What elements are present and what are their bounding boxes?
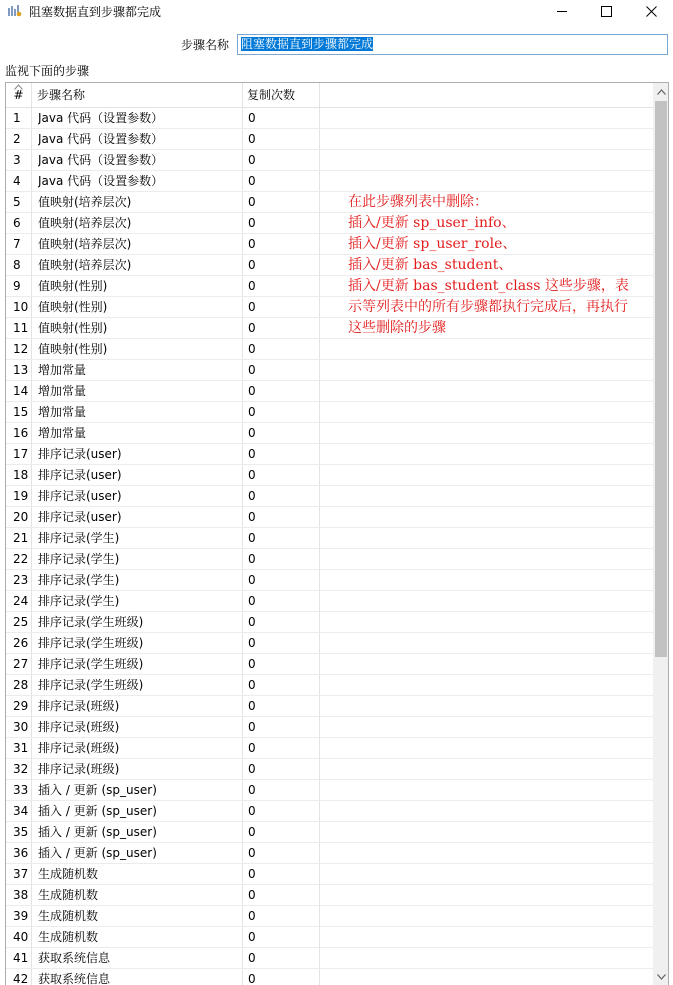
row-number-cell[interactable]: 2 [13,132,21,146]
copies-cell[interactable]: 0 [248,888,256,902]
table-row[interactable] [6,108,653,129]
table-row[interactable] [6,843,653,864]
step-name-cell[interactable]: 值映射(培养层次) [38,195,132,209]
copies-cell[interactable]: 0 [248,489,256,503]
copies-cell[interactable]: 0 [248,132,256,146]
step-name-cell[interactable]: 获取系统信息 [38,972,111,985]
row-number-cell[interactable]: 22 [13,552,29,566]
step-name-cell[interactable]: 排序记录(学生) [38,594,120,608]
table-row[interactable] [6,780,653,801]
table-row[interactable] [6,150,653,171]
row-number-cell[interactable]: 25 [13,615,29,629]
copies-cell[interactable]: 0 [248,678,256,692]
row-number-cell[interactable]: 7 [13,237,21,251]
table-row[interactable] [6,738,653,759]
step-name-cell[interactable]: 排序记录(学生) [38,552,120,566]
row-number-cell[interactable]: 19 [13,489,29,503]
row-number-cell[interactable]: 39 [13,909,29,923]
table-row[interactable] [6,486,653,507]
row-number-cell[interactable]: 9 [13,279,21,293]
row-number-cell[interactable]: 36 [13,846,29,860]
step-name-cell[interactable]: 生成随机数 [38,930,99,944]
copies-cell[interactable]: 0 [248,174,256,188]
copies-cell[interactable]: 0 [248,384,256,398]
row-number-cell[interactable]: 30 [13,720,29,734]
step-name-cell[interactable]: 排序记录(学生班级) [38,678,144,692]
table-row[interactable] [6,339,653,360]
copies-cell[interactable]: 0 [248,531,256,545]
table-row[interactable] [6,654,653,675]
row-number-cell[interactable]: 37 [13,867,29,881]
step-name-cell[interactable]: 排序记录(user) [38,489,122,503]
table-row[interactable] [6,948,653,969]
row-number-cell[interactable]: 33 [13,783,29,797]
row-number-cell[interactable]: 15 [13,405,29,419]
copies-cell[interactable]: 0 [248,930,256,944]
copies-cell[interactable]: 0 [248,783,256,797]
step-name-cell[interactable]: 排序记录(学生班级) [38,636,144,650]
copies-cell[interactable]: 0 [248,720,256,734]
step-name-label: 步骤名称 [181,38,230,52]
table-row[interactable] [6,171,653,192]
table-row[interactable] [6,612,653,633]
row-number-cell[interactable]: 20 [13,510,29,524]
step-name-cell[interactable]: 值映射(培养层次) [38,258,132,272]
table-row[interactable] [6,465,653,486]
copies-cell[interactable]: 0 [248,762,256,776]
copies-cell[interactable]: 0 [248,657,256,671]
annotation-line: 插入/更新 bas_student_class 这些步骤，表 [348,278,629,294]
annotation-line: 示等列表中的所有步骤都执行完成后，再执行 [348,299,628,315]
table-row[interactable] [6,906,653,927]
copies-cell[interactable]: 0 [248,951,256,965]
minimize-button[interactable] [540,0,584,22]
sort-ascending-icon [14,84,23,90]
row-number-cell[interactable]: 12 [13,342,29,356]
close-button[interactable] [629,0,673,22]
copies-cell[interactable]: 0 [248,867,256,881]
annotation-line: 在此步骤列表中删除： [348,194,488,210]
row-number-cell[interactable]: 8 [13,258,21,272]
table-row[interactable] [6,675,653,696]
copies-cell[interactable]: 0 [248,447,256,461]
table-row[interactable] [6,969,653,985]
copies-cell[interactable]: 0 [248,825,256,839]
row-number-cell[interactable]: 24 [13,594,29,608]
annotation-line: 这些删除的步骤 [348,320,446,336]
table-row[interactable] [6,423,653,444]
column-header-num[interactable]: # [6,83,31,107]
step-name-cell[interactable]: 排序记录(班级) [38,741,120,755]
copies-cell[interactable]: 0 [248,405,256,419]
row-number-cell[interactable]: 11 [13,321,29,335]
step-name-cell[interactable]: Java 代码（设置参数） [38,111,164,125]
table-row[interactable] [6,759,653,780]
table-row[interactable] [6,801,653,822]
row-number-cell[interactable]: 38 [13,888,29,902]
row-number-cell[interactable]: 28 [13,678,29,692]
table-row[interactable] [6,402,653,423]
minimize-icon [557,6,567,16]
copies-cell[interactable]: 0 [248,321,256,335]
copies-cell[interactable]: 0 [248,699,256,713]
copies-cell[interactable]: 0 [248,363,256,377]
step-name-cell[interactable]: 插入 / 更新 (sp_user) [38,825,157,839]
table-row[interactable] [6,822,653,843]
table-row[interactable] [6,633,653,654]
step-name-cell[interactable]: 插入 / 更新 (sp_user) [38,804,157,818]
copies-cell[interactable]: 0 [248,237,256,251]
copies-cell[interactable]: 0 [248,636,256,650]
step-name-cell[interactable]: 排序记录(学生) [38,531,120,545]
step-name-cell[interactable]: 值映射(性别) [38,342,108,356]
close-icon [646,6,657,17]
copies-cell[interactable]: 0 [248,741,256,755]
chevron-up-icon [657,89,666,95]
step-name-cell[interactable]: 排序记录(学生班级) [38,615,144,629]
pentaho-step-icon [7,3,22,18]
row-number-cell[interactable]: 23 [13,573,29,587]
step-name-cell[interactable]: 值映射(培养层次) [38,216,132,230]
maximize-icon [601,6,612,17]
copies-cell[interactable]: 0 [248,510,256,524]
copies-cell[interactable]: 0 [248,342,256,356]
step-name-value: 阻塞数据直到步骤都完成 [241,37,374,51]
table-row[interactable] [6,360,653,381]
step-name-cell[interactable]: 生成随机数 [38,909,99,923]
scroll-down-button[interactable] [653,968,669,985]
annotation-line: 插入/更新 sp_user_role、 [348,236,517,252]
row-number-cell[interactable]: 5 [13,195,21,209]
annotation-note [348,192,673,339]
step-name-cell[interactable]: 生成随机数 [38,867,99,881]
step-name-cell[interactable]: 插入 / 更新 (sp_user) [38,783,157,797]
step-name-cell[interactable]: 增加常量 [38,405,87,419]
row-number-cell[interactable]: 29 [13,699,29,713]
step-name-cell[interactable]: 生成随机数 [38,888,99,902]
table-row[interactable] [6,885,653,906]
copies-cell[interactable]: 0 [248,153,256,167]
window-title: 阻塞数据直到步骤都完成 [29,5,162,19]
row-number-cell[interactable]: 27 [13,657,29,671]
table-row[interactable] [6,549,653,570]
row-number-cell[interactable]: 17 [13,447,29,461]
table-row[interactable] [6,129,653,150]
title-bar [0,0,673,22]
step-name-cell[interactable]: 值映射(性别) [38,279,108,293]
step-name-cell[interactable]: 排序记录(user) [38,468,122,482]
copies-cell[interactable]: 0 [248,846,256,860]
copies-cell[interactable]: 0 [248,804,256,818]
scrollbar-thumb[interactable] [655,101,667,657]
copies-cell[interactable]: 0 [248,552,256,566]
row-number-cell[interactable]: 16 [13,426,29,440]
table-row[interactable] [6,696,653,717]
maximize-button[interactable] [584,0,628,22]
step-name-cell[interactable]: 排序记录(班级) [38,699,120,713]
step-name-cell[interactable]: 排序记录(班级) [38,720,120,734]
table-row[interactable] [6,381,653,402]
row-number-cell[interactable]: 6 [13,216,21,230]
copies-cell[interactable]: 0 [248,195,256,209]
copies-cell[interactable]: 0 [248,468,256,482]
step-name-cell[interactable]: 排序记录(user) [38,447,122,461]
step-name-cell[interactable]: 插入 / 更新 (sp_user) [38,846,157,860]
step-name-cell[interactable]: 值映射(培养层次) [38,237,132,251]
step-name-cell[interactable]: 值映射(性别) [38,321,108,335]
table-row[interactable] [6,591,653,612]
chevron-down-icon [657,974,666,980]
annotation-line: 插入/更新 sp_user_info、 [348,215,516,231]
row-number-cell[interactable]: 32 [13,762,29,776]
table-row[interactable] [6,507,653,528]
step-name-cell[interactable]: Java 代码（设置参数） [38,132,164,146]
row-number-cell[interactable]: 40 [13,930,29,944]
step-name-cell[interactable]: Java 代码（设置参数） [38,153,164,167]
row-number-cell[interactable]: 21 [13,531,29,545]
table-row[interactable] [6,528,653,549]
copies-cell[interactable]: 0 [248,615,256,629]
step-name-cell[interactable]: 增加常量 [38,363,87,377]
copies-cell[interactable]: 0 [248,279,256,293]
step-name-cell[interactable]: 排序记录(班级) [38,762,120,776]
copies-cell[interactable]: 0 [248,111,256,125]
column-header-copies[interactable]: 复制次数 [247,88,296,102]
row-number-cell[interactable]: 18 [13,468,29,482]
row-number-cell[interactable]: 26 [13,636,29,650]
step-name-input[interactable] [237,34,668,55]
table-row[interactable] [6,864,653,885]
annotation-line: 插入/更新 bas_student、 [348,257,513,273]
step-name-cell[interactable]: 增加常量 [38,384,87,398]
table-row[interactable] [6,927,653,948]
table-row[interactable] [6,444,653,465]
row-number-cell[interactable]: 3 [13,153,21,167]
table-header [6,83,653,108]
copies-cell[interactable]: 0 [248,300,256,314]
step-name-cell[interactable]: 增加常量 [38,426,87,440]
copies-cell[interactable]: 0 [248,258,256,272]
row-number-cell[interactable]: 34 [13,804,29,818]
row-number-cell[interactable]: 31 [13,741,29,755]
row-number-cell[interactable]: 14 [13,384,29,398]
scroll-up-button[interactable] [653,83,669,100]
copies-cell[interactable]: 0 [248,216,256,230]
step-name-cell[interactable]: 排序记录(user) [38,510,122,524]
row-number-cell[interactable]: 13 [13,363,29,377]
row-number-cell[interactable]: 41 [13,951,29,965]
row-number-cell[interactable]: 35 [13,825,29,839]
copies-cell[interactable]: 0 [248,972,256,985]
column-header-step-name[interactable]: 步骤名称 [37,88,86,102]
copies-cell[interactable]: 0 [248,594,256,608]
step-name-cell[interactable]: 获取系统信息 [38,951,111,965]
table-row[interactable] [6,717,653,738]
monitor-steps-label: 监视下面的步骤 [5,64,90,78]
copies-cell[interactable]: 0 [248,426,256,440]
row-number-cell[interactable]: 1 [13,111,21,125]
copies-cell[interactable]: 0 [248,909,256,923]
step-name-cell[interactable]: 值映射(性别) [38,300,108,314]
row-number-cell[interactable]: 42 [13,972,29,985]
step-name-cell[interactable]: 排序记录(学生班级) [38,657,144,671]
step-name-cell[interactable]: 排序记录(学生) [38,573,120,587]
row-number-cell[interactable]: 4 [13,174,21,188]
step-name-cell[interactable]: Java 代码（设置参数） [38,174,164,188]
table-row[interactable] [6,570,653,591]
copies-cell[interactable]: 0 [248,573,256,587]
row-number-cell[interactable]: 10 [13,300,29,314]
